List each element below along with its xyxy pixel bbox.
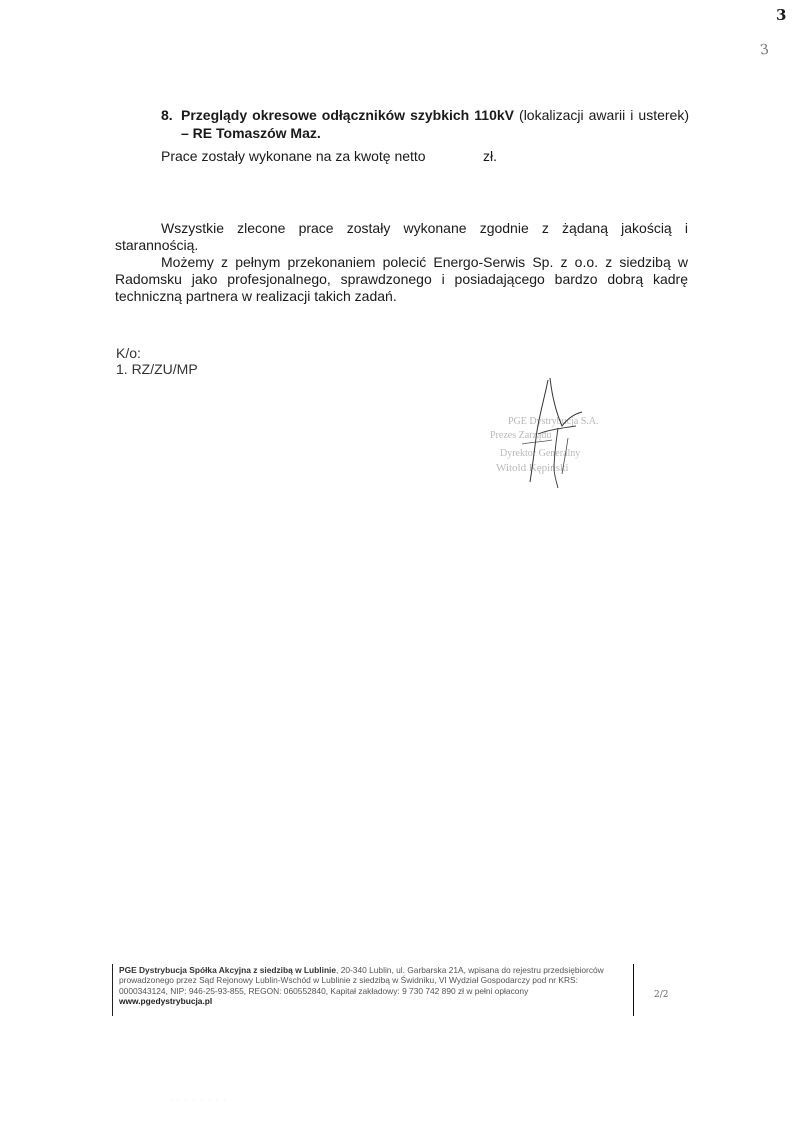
summary-line-2: Możemy z pełnym przekonaniem polecić Energo-Serwis Sp. z o.o. z siedzibą w Radomsku jako profesjonalnego, sprawdzonego i posiadającego bardzo dobrą kadrę techniczną partnera w realizacji takich zadań. <box>115 254 688 304</box>
scan-specks: · · · · · · · · <box>170 1098 228 1104</box>
cost-line <box>161 148 497 164</box>
handwritten-page-number: 3 <box>758 41 770 59</box>
handwritten-signature-icon <box>478 378 608 488</box>
stamp-line-1: PGE Dystrybucja S.A. <box>508 416 599 427</box>
footer-company: PGE Dystrybucja Spółka Akcyjna z siedzibą w Lublinie <box>119 965 337 975</box>
item-title: Przeglądy okresowe odłączników szybkich 110kV <box>181 107 514 123</box>
summary-paragraph <box>115 220 688 305</box>
signature-stamp <box>478 378 608 488</box>
work-item-8 <box>161 106 689 142</box>
distribution-item: 1. RZ/ZU/MP <box>116 361 198 377</box>
item-number: 8. <box>161 107 173 123</box>
item-title-rest: (lokalizacji awarii i usterek) <box>513 107 689 123</box>
stamp-line-3: Dyrektor Generalny <box>500 448 581 459</box>
stamp-line-2: Prezes Zarządu <box>490 430 552 441</box>
cost-currency: zł. <box>483 148 497 164</box>
distribution-label: K/o: <box>116 345 141 361</box>
stamp-line-4: Witold Kępiński <box>496 462 569 474</box>
item-location: – RE Tomaszów Maz. <box>181 125 321 141</box>
footer-text <box>119 965 627 1006</box>
item-description <box>181 106 689 142</box>
footer-website: www.pgedystrybucja.pl <box>119 995 213 1006</box>
cost-text: Prace zostały wykonane na za kwotę netto <box>161 148 426 164</box>
company-footer <box>112 964 634 1016</box>
page-number: 3 <box>776 6 787 24</box>
summary-line-1: Wszystkie zlecone prace zostały wykonane zgodnie z żądaną jakością i starannością. <box>115 220 688 253</box>
footer-registration: , 20-340 Lublin, ul. Garbarska 21A, wpisana do rejestru przedsiębiorców prowadzonego przez Sąd Rejonowy Lublin-Wschód w Lublinie z siedzibą w Świdniku, VI Wydział Gospodarczy pod nr KRS: 0000343124, NIP: 946-25-93-855, REGON: 060552840, Kapitał zakładowy: 9 730 742 890 zł w pełni opłacony <box>119 965 604 996</box>
distribution-list <box>116 345 198 377</box>
footer-page-counter: 2/2 <box>654 990 669 1000</box>
